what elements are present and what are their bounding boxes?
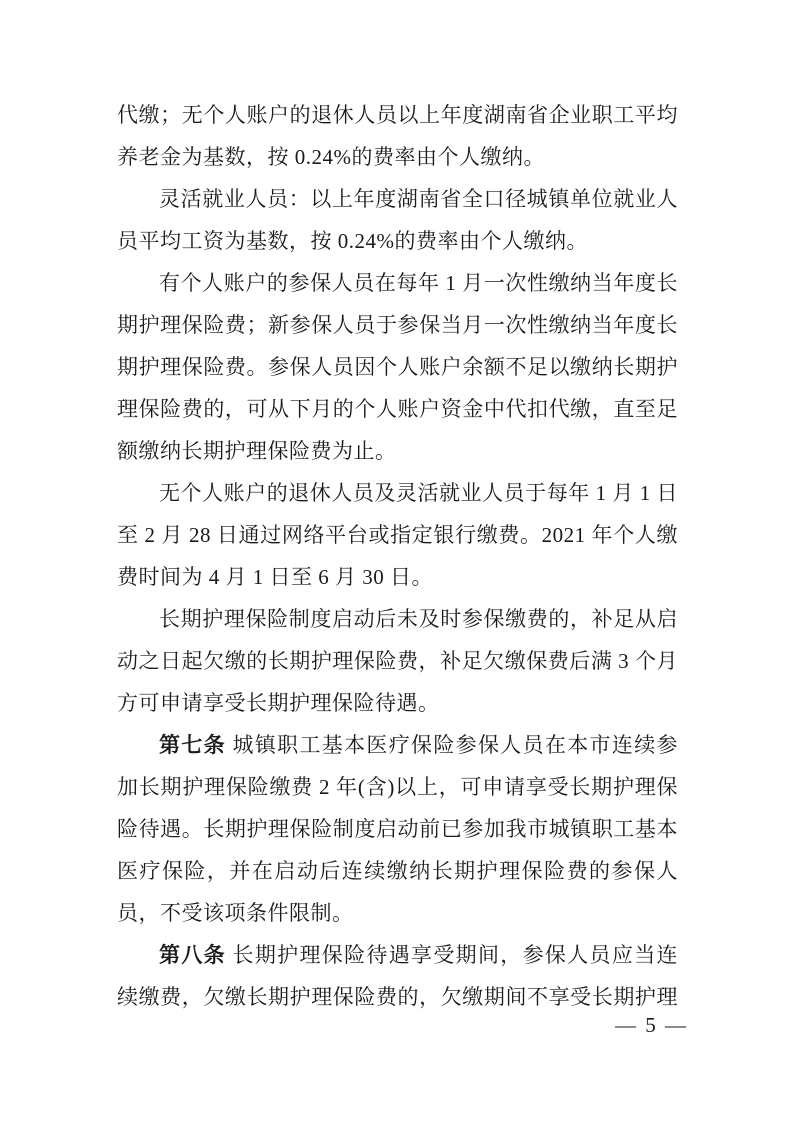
- text-line: 医疗保险，并在启动后连续缴纳长期护理保险费的参保人: [117, 859, 678, 883]
- text-line: 养老金为基数，按 0.24%的费率由个人缴纳。: [117, 145, 545, 169]
- text-line: 费时间为 4 月 1 日至 6 月 30 日。: [117, 565, 433, 589]
- page-number: — 5 —: [615, 1013, 688, 1037]
- text-line: 员，不受该项条件限制。: [117, 901, 354, 925]
- text-line: 额缴纳长期护理保险费为止。: [117, 439, 397, 463]
- text-line: 无个人账户的退休人员及灵活就业人员于每年 1 月 1 日: [159, 481, 678, 505]
- text-line: 续缴费，欠缴长期护理保险费的，欠缴期间不享受长期护理: [117, 985, 678, 1009]
- text-line: 加长期护理保险缴费 2 年(含)以上，可申请享受长期护理保: [117, 775, 678, 799]
- article-number: 第八条: [159, 943, 226, 967]
- text-line: 代缴；无个人账户的退休人员以上年度湖南省企业职工平均: [117, 103, 678, 127]
- text-line: 动之日起欠缴的长期护理保险费，补足欠缴保费后满 3 个月: [117, 649, 678, 673]
- text-line: 第八条 长期护理保险待遇享受期间，参保人员应当连: [159, 943, 679, 967]
- text-line: 险待遇。长期护理保险制度启动前已参加我市城镇职工基本: [117, 817, 678, 841]
- article-number: 第七条: [159, 733, 226, 757]
- text-line: 灵活就业人员：以上年度湖南省全口径城镇单位就业人: [159, 187, 678, 211]
- text-line: 长期护理保险制度启动后未及时参保缴费的，补足从启: [159, 607, 678, 631]
- text-line: 员平均工资为基数，按 0.24%的费率由个人缴纳。: [117, 229, 588, 253]
- document-body: [117, 94, 678, 1018]
- text-line: 第七条 城镇职工基本医疗保险参保人员在本市连续参: [159, 733, 679, 757]
- text-line: 有个人账户的参保人员在每年 1 月一次性缴纳当年度长: [159, 271, 678, 295]
- text-line: 方可申请享受长期护理保险待遇。: [117, 691, 440, 715]
- text-line: 期护理保险费。参保人员因个人账户余额不足以缴纳长期护: [117, 355, 678, 379]
- text-line: 至 2 月 28 日通过网络平台或指定银行缴费。2021 年个人缴: [117, 523, 678, 547]
- text-line: 理保险费的，可从下月的个人账户资金中代扣代缴，直至足: [117, 397, 678, 421]
- text-line: 期护理保险费；新参保人员于参保当月一次性缴纳当年度长: [117, 313, 678, 337]
